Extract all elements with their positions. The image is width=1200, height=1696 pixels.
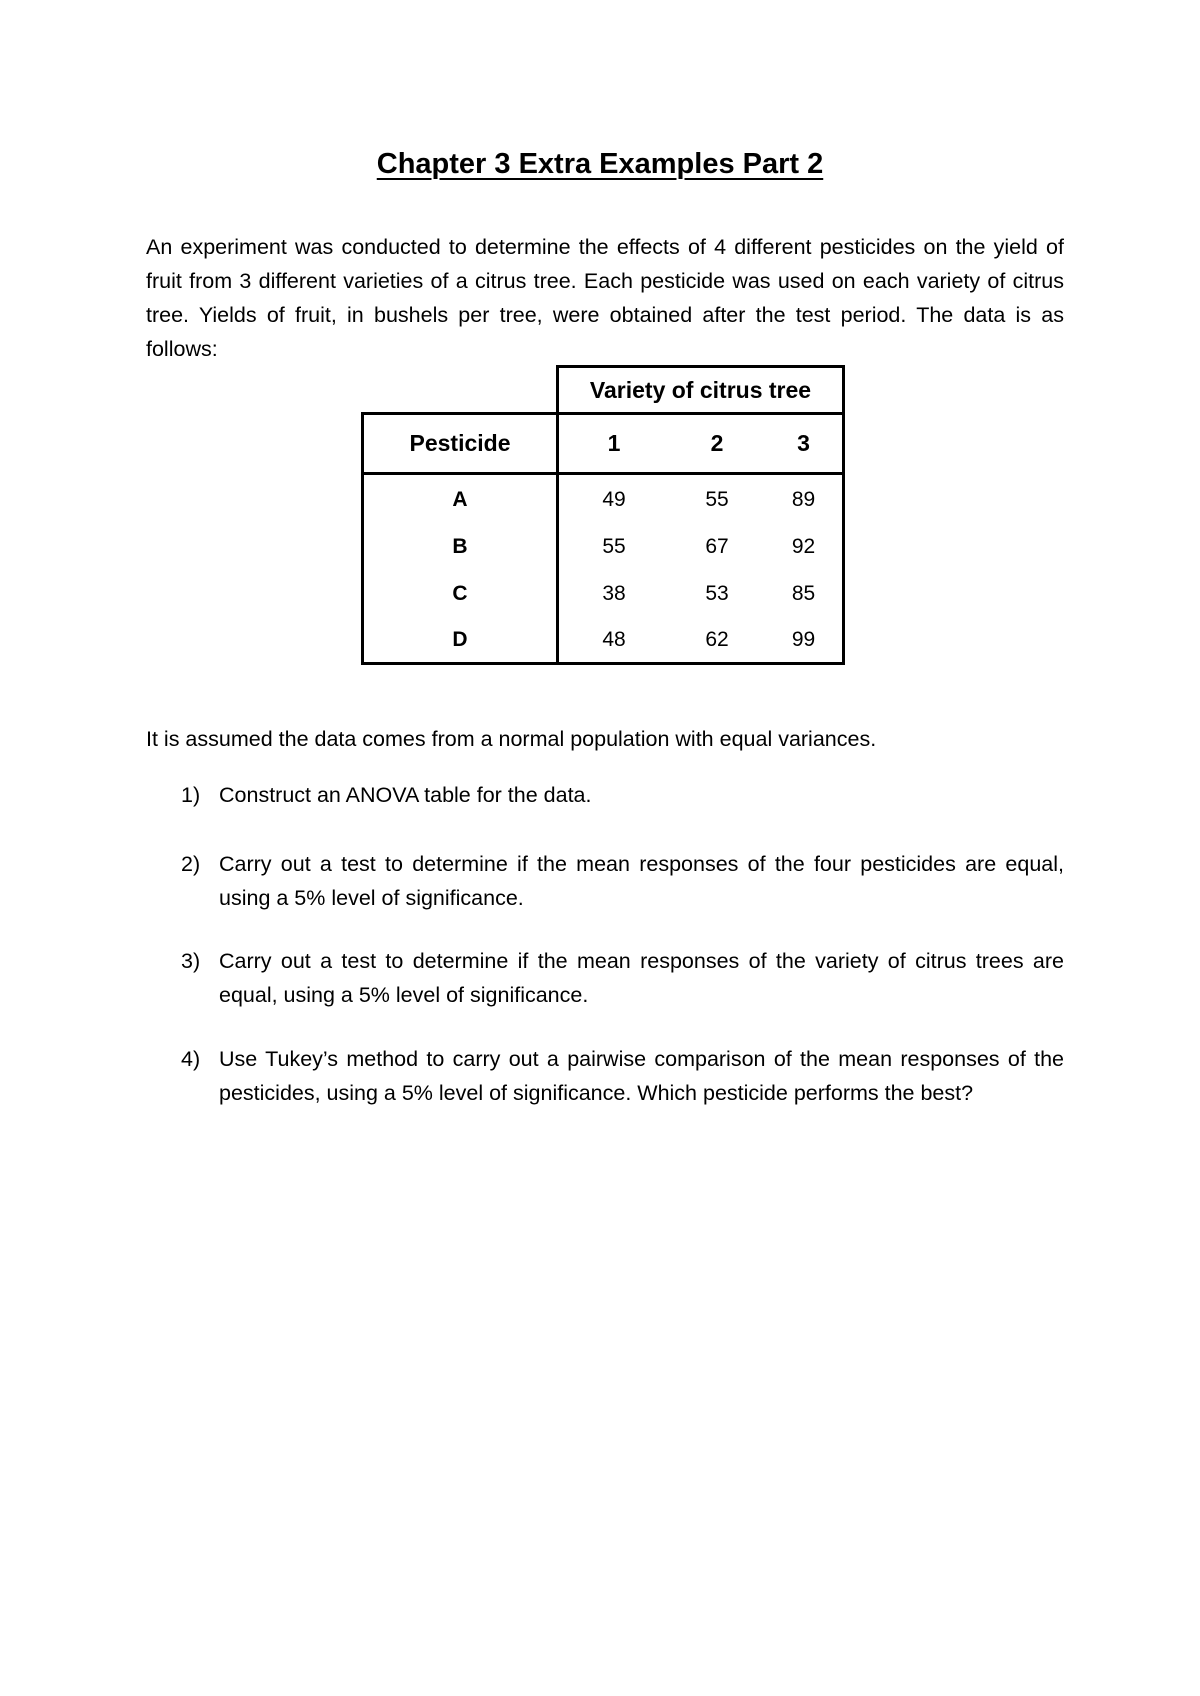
question-number: 4) [181, 1047, 201, 1071]
table-cell: 89 [791, 488, 816, 511]
question-number: 1) [181, 783, 201, 807]
table-group-header: Variety of citrus tree [589, 376, 812, 403]
table-cell: 38 [602, 582, 626, 605]
assumption-text: It is assumed the data comes from a normal population with equal variances. [146, 727, 877, 751]
table-col-header: 3 [797, 430, 810, 456]
table-cell: 55 [705, 488, 729, 511]
question-number: 3) [181, 949, 201, 973]
table-cell: 99 [791, 628, 816, 651]
table-col-header: 2 [710, 430, 724, 456]
page-title-text: Chapter 3 Extra Examples Part 2 [376, 148, 824, 180]
question-text: Construct an ANOVA table for the data. [219, 783, 592, 807]
question-text: Use Tukey’s method to carry out a pairwise comparison of the mean responses of the pesticides, using a 5% level of significance. Which pesticide performs the best? [219, 1047, 1064, 1105]
table-cell: 85 [791, 582, 816, 605]
table-cell: 53 [705, 582, 729, 605]
table-row-header: Pesticide [409, 430, 511, 456]
table-cell: 62 [705, 628, 729, 651]
intro-paragraph: An experiment was conducted to determine the effects of 4 different pesticides on the yield of fruit from 3 different varieties of a citrus tree. Each pesticide was used on each variety of citrus tree. Yields of fruit, in bushels per tree, were obtained after the test period. The data is as follows: [146, 235, 1064, 361]
table-cell: 92 [791, 535, 816, 558]
question-number: 2) [181, 852, 201, 876]
question-text: Carry out a test to determine if the mean responses of the four pesticides are equal, using a 5% level of significance. [219, 852, 1064, 910]
table-cell: 67 [705, 535, 729, 558]
table-cell: 49 [602, 488, 626, 511]
table-row-label: D [452, 628, 468, 651]
question-text: Carry out a test to determine if the mean responses of the variety of citrus trees are equal, using a 5% level of significance. [219, 949, 1064, 1007]
table-col-header: 1 [607, 430, 621, 456]
table-row-label: B [452, 535, 468, 558]
table-row-label: A [452, 488, 468, 511]
table-cell: 48 [602, 628, 626, 651]
table-cell: 55 [602, 535, 626, 558]
page-title [0, 148, 1200, 181]
table-header-divider [361, 472, 845, 475]
table-row-label: C [452, 582, 468, 605]
